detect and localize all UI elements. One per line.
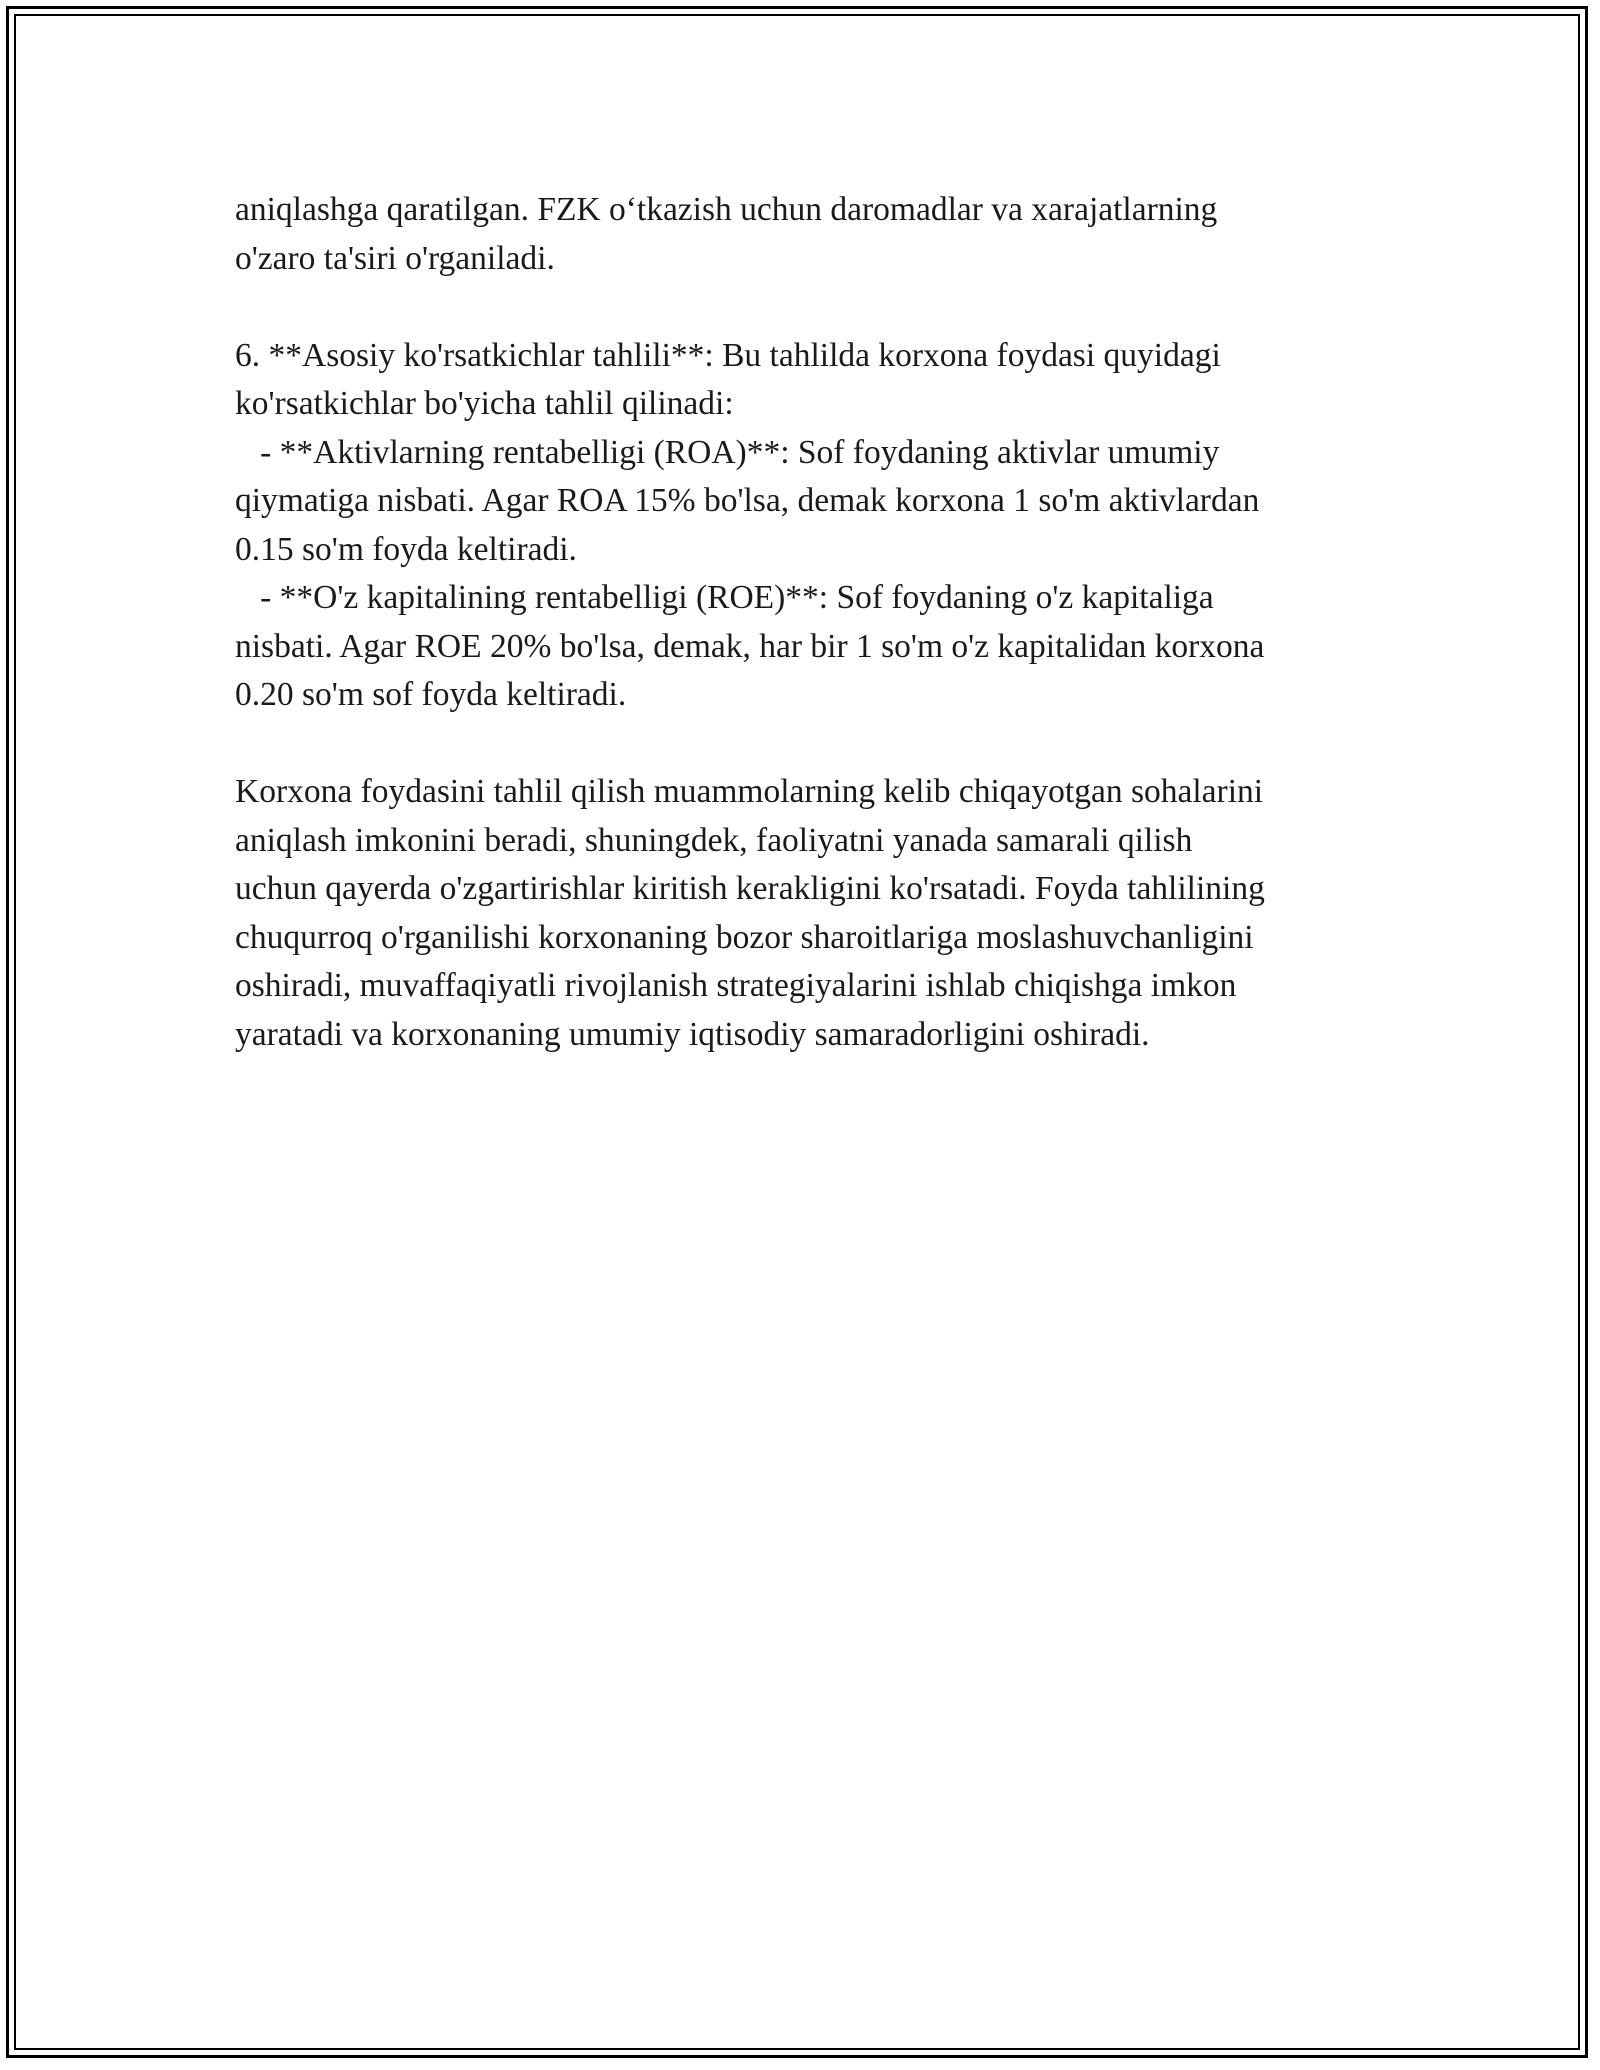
paragraph-spacer: [235, 283, 1395, 332]
text-line: 0.15 so'm foyda keltiradi.: [235, 530, 577, 568]
text-line: aniqlashga qaratilgan. FZK o‘tkazish uchun daromadlar va xarajatlarning: [235, 191, 1218, 228]
text-line: Korxona foydasini tahlil qilish muammolarning kelib chiqayotgan sohalarini: [235, 773, 1264, 810]
paragraph-2: [235, 332, 1395, 720]
text-line: yaratadi va korxonaning umumiy iqtisodiy samaradorligini oshiradi.: [235, 1015, 1150, 1053]
paragraph-1: [235, 186, 1395, 283]
text-line: uchun qayerda o'zgartirishlar kiritish kerakligini ko'rsatadi. Foyda tahlilining: [235, 870, 1265, 907]
text-line: o'zaro ta'siri o'rganiladi.: [235, 239, 555, 277]
paragraph-3: [235, 768, 1395, 1059]
text-line: nisbati. Agar ROE 20% bo'lsa, demak, har bir 1 so'm o'z kapitalidan korxona: [235, 627, 1265, 665]
paragraph-spacer: [235, 720, 1395, 769]
text-line: qiymatiga nisbati. Agar ROA 15% bo'lsa, demak korxona 1 so'm aktivlardan: [235, 482, 1260, 519]
text-line: 0.20 so'm sof foyda keltiradi.: [235, 676, 627, 713]
text-line: 6. **Asosiy ko'rsatkichlar tahlili**: Bu tahlilda korxona foydasi quyidagi: [235, 336, 1221, 374]
list-item-roe: - **O'z kapitalining rentabelligi (ROE)**: Sof foydaning o'z kapitaliga: [235, 579, 1214, 616]
text-line: ko'rsatkichlar bo'yicha tahlil qilinadi:: [235, 385, 734, 422]
text-line: aniqlash imkonini beradi, shuningdek, faoliyatni yanada samarali qilish: [235, 821, 1193, 859]
text-line: chuqurroq o'rganilishi korxonaning bozor sharoitlariga moslashuvchanligini: [235, 918, 1254, 956]
document-body: [235, 186, 1395, 1059]
list-item-roa: - **Aktivlarning rentabelligi (ROA)**: Sof foydaning aktivlar umumiy: [235, 433, 1220, 471]
text-line: oshiradi, muvaffaqiyatli rivojlanish strategiyalarini ishlab chiqishga imkon: [235, 967, 1237, 1004]
